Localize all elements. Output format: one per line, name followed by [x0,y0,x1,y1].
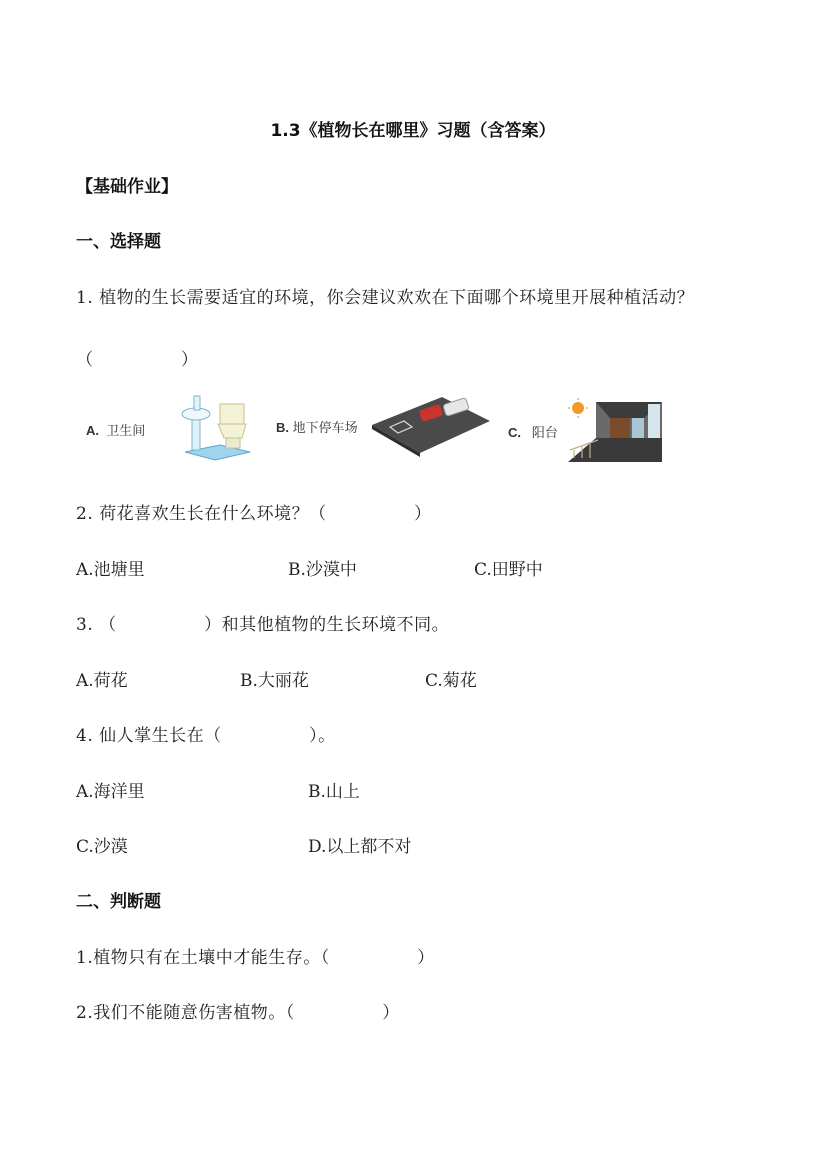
balcony-illustration [566,398,664,464]
question-2-option-c: C.田野中 [474,560,543,580]
bathroom-illustration [180,390,255,465]
page-title: 1.3《植物长在哪里》习题（含答案） [270,121,556,141]
judge-question-2: 2.我们不能随意伤害植物。（ ） [76,1003,400,1023]
option-b-label: B. 地下停车场 [276,420,358,435]
question-1-blank: （ ） [76,350,199,370]
question-2-stem: 2. 荷花喜欢生长在什么环境？（ ） [76,504,432,524]
judge-question-1: 1.植物只有在土壤中才能生存。（ ） [76,948,435,968]
option-c-label: C. 阳台 [508,425,558,440]
section-basic-heading: 【基础作业】 [76,177,178,197]
parking-lot-illustration [370,395,492,457]
question-4-stem: 4. 仙人掌生长在（ ）。 [76,726,336,746]
question-3-stem: 3. （ ）和其他植物的生长环境不同。 [76,615,450,635]
question-3-option-c: C.菊花 [425,671,477,691]
section-judge-heading: 二、判断题 [76,892,161,912]
section-choice-heading: 一、选择题 [76,232,161,252]
question-4-option-d: D.以上都不对 [308,837,412,857]
question-4-option-c: C.沙漠 [76,837,128,857]
question-4-option-b: B.山上 [308,782,360,802]
question-2-option-a: A.池塘里 [76,560,145,580]
question-3-option-a: A.荷花 [76,671,128,691]
question-1-stem: 1. 植物的生长需要适宜的环境，你会建议欢欢在下面哪个环境里开展种植活动？ [76,288,695,308]
option-a-label: A. 卫生间 [86,423,146,438]
question-3-option-b: B.大丽花 [240,671,309,691]
question-2-option-b: B.沙漠中 [288,560,357,580]
question-4-option-a: A.海洋里 [76,782,145,802]
